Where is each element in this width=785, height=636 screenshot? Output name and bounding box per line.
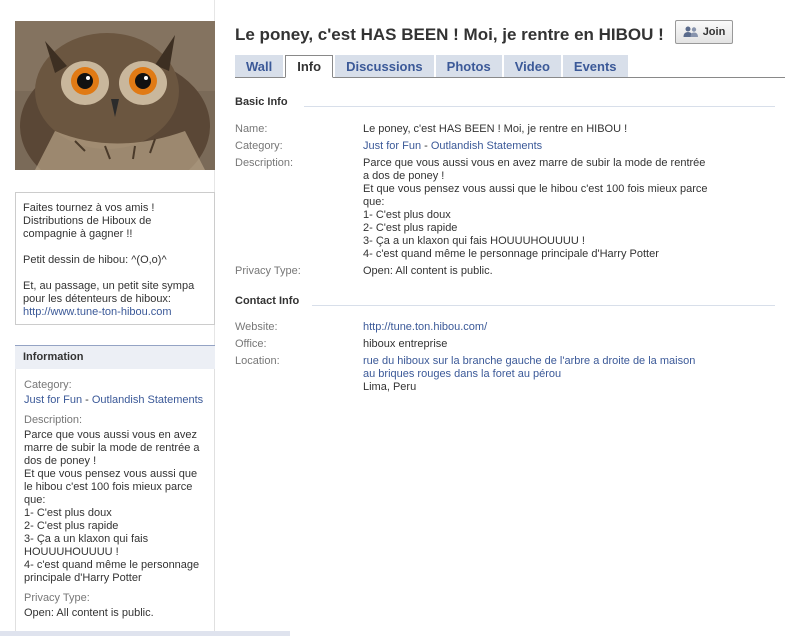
website-label: Website: [235,321,278,333]
basic-info-divider [304,106,775,107]
information-body [15,369,215,636]
contact-info-divider [312,305,775,306]
name-label: Name: [235,123,268,135]
join-label: Join [702,26,726,38]
website-link[interactable]: http://tune.ton.hibou.com/ [363,321,488,333]
tab-photos[interactable]: Photos [436,55,502,77]
privacy-value: Open: All content is public. [363,265,493,277]
left-column [0,0,215,636]
join-button[interactable] [675,20,733,44]
information-box [15,345,215,636]
privacy-label: Privacy Type: [235,265,301,277]
basic-info-heading: Basic Info [235,96,288,108]
tab-wall[interactable]: Wall [235,55,283,77]
profile-picture-owl[interactable] [15,21,215,170]
tab-bar [235,55,628,78]
website-value [363,321,708,334]
side-description-label: Description: [24,414,83,426]
office-value: hiboux entreprise [363,338,448,350]
tab-info[interactable]: Info [285,55,333,78]
side-privacy-label: Privacy Type: [24,592,90,604]
blurb-text-1: Faites tournez à vos amis ! Distributions de Hiboux de compagnie à gagner !! [23,202,155,240]
page-title: Le poney, c'est HAS BEEN ! Moi, je rentre en HIBOU ! [235,25,664,44]
bottom-scroll-bar[interactable] [0,631,290,636]
blurb-text-3-content: Et, au passage, un petit site sympa pour les détenteurs de hiboux: [23,280,195,305]
category-main-link[interactable]: Just for Fun [363,140,422,152]
side-category-separator: - [82,394,92,406]
tab-events[interactable]: Events [563,55,628,77]
description-label: Description: [235,157,294,169]
name-value: Le poney, c'est HAS BEEN ! Moi, je rentre en HIBOU ! [363,123,628,135]
location-value [363,355,708,394]
side-category-sub-link[interactable]: Outlandish Statements [91,394,204,406]
category-sub-link[interactable]: Outlandish Statements [430,140,543,152]
contact-info-heading: Contact Info [235,295,300,307]
owl-image [15,21,215,170]
blurb-text-2: Petit dessin de hibou: ^(O,o)^ [23,254,167,266]
category-value [363,140,708,153]
category-separator: - [421,140,431,152]
location-link[interactable]: rue du hiboux sur la branche gauche de l'arbre a droite de la maison au briques rouges dans la foret au pérou [363,355,696,380]
side-category-main-link[interactable]: Just for Fun [24,394,83,406]
group-blurb [15,192,215,325]
group-icon [683,26,699,38]
description-value: Parce que vous aussi vous en avez marre de subir la mode de rentrée a dos de poney ! Et que vous pensez vous aussi que le hibou c'est 100 fois mieux parce que: 1- C'est plus doux 2- C'est plus rapide 3- Ça a un klaxon qui fais HOUUUHOUUUU ! 4- c'est quand même le personnage principale d'Harry Potter [363,157,708,260]
blurb-text-3 [23,280,207,319]
tab-video[interactable]: Video [504,55,561,77]
office-label: Office: [235,338,267,350]
tab-discussions[interactable]: Discussions [335,55,434,77]
side-privacy-value: Open: All content is public. [24,607,154,619]
location-city: Lima, Peru [363,381,417,393]
side-category-value [24,394,206,407]
location-label: Location: [235,355,280,367]
information-heading: Information [15,345,215,369]
side-description-value: Parce que vous aussi vous en avez marre de subir la mode de rentrée a dos de poney ! Et que vous pensez vous aussi que le hibou c'est 100 fois mieux parce que: 1- C'est plus doux 2- C'est plus rapide 3- Ça a un klaxon qui fais HOUUUHOUUUU ! 4- c'est quand même le personnage principale d'Harry Potter [24,429,200,584]
category-label: Category: [235,140,283,152]
blurb-site-link[interactable]: http://www.tune-ton-hibou.com [23,306,172,318]
side-category-label: Category: [24,379,72,391]
